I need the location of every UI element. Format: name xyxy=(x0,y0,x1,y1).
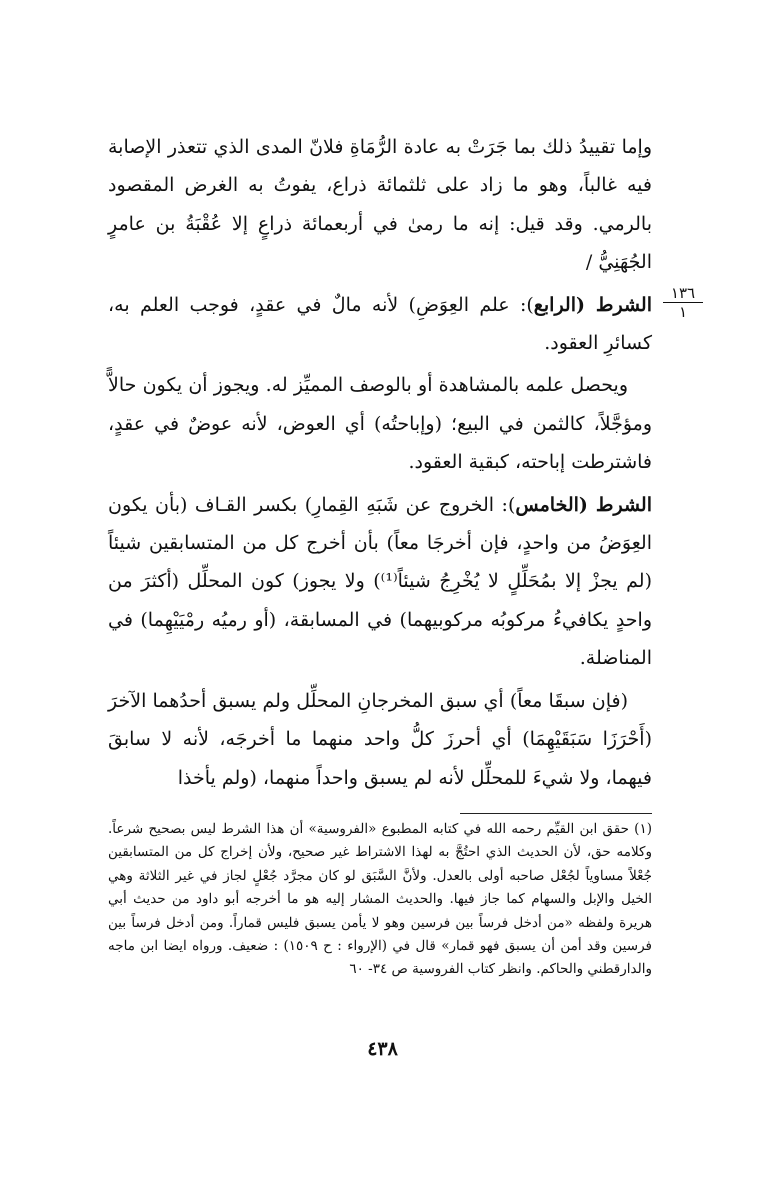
footnote-1: (١) حقق ابن القيِّم رحمه الله في كتابه المطبوع «الفروسية» أن هذا الشرط ليس بصحيح شرعاً. وكلامه حق، لأن الحديث الذي احتُجَّ به لهذا الاشتراط غير صحيح، ولأن إخراج كل من المتسابقين جُعْلاً مساوياً لجُعْل صاحبه أولى بالعدل. ولأنَّ السَّبَق لو كان مجرَّد جُعْلٍ لجاز في غير الثلاثة وهي الخيل والإبل والسهام كما جاز فيها. والحديث المشار إليه هو ما أخرجه أبو داود من حديث أبي هريرة ولفظه «من أدخل فرساً بين فرسين وهو لا يأمن يسبق فليس قماراً. ومن أدخل فرساً بين فرسين وقد أمن أن يسبق فهو قمار» قال في (الإرواء : ح ١٥٠٩) : ضعيف. ورواه ايضا ابن ماجه والدارقطني والحاكم. وانظر كتاب الفروسية ص ٣٤- ٦٠ xyxy=(108,821,652,978)
paragraph-3: ويحصل علمه بالمشاهدة أو بالوصف المميِّز له. ويجوز أن يكون حالاًّ ومؤجَّلاً، كالثمن في البيع؛ (وإباحتُه) أي العوض، لأنه عوضٌ في عقدٍ، فاشترطت إباحته، كبقية العقود. xyxy=(108,374,652,474)
main-text-body xyxy=(108,128,652,797)
folio-side: ١ xyxy=(678,303,688,321)
paragraph-4 xyxy=(108,486,652,678)
paragraph-5: (فإن سبقَا معاً) أي سبق المخرجانِ المحلِّل ولم يسبق أحدُهما الآخرَ (أَحْرَزَا سَبَقَيْهِمَا) أي أحرزَ كلُّ واحد منهما ما أخرجَه، لأنه لا سابقَ فيهما، ولا شيءَ للمحلِّل لأنه لم يسبق واحداً منهما، (ولم يأخذا xyxy=(108,689,652,789)
paragraph-2 xyxy=(108,286,652,363)
footnote-divider xyxy=(460,813,652,814)
paragraph-4-text: ): الخروج عن شَبَهِ القِمارِ) بكسر القـاف (بأن يكون العِوَضُ من واحدٍ، فإن أخرجَا معاً) بأن أخرج كل من المتسابقين شيئاً (لم يجزْ إلا بمُحَلِّلٍ لا يُخْرِجُ شيئاً⁽¹⁾) ولا يجوز) كون المحلِّل (أكثرَ من واحدٍ يكافيءُ مركوبُه مركوبيهما) في المسابقة، (أو رميُه رمْيَيْهِما) في المناضلة. xyxy=(108,493,652,670)
folio-number: ١٣٦ xyxy=(663,286,703,303)
paragraph-1: وإما تقييدُ ذلك بما جَرَتْ به عادة الرُّمَاةِ فلانّ المدى الذي تتعذر الإصابة فيه غالباً، وهو ما زاد على ثلثمائة ذراع، يفوتُ به الغرض المقصود بالرمي. وقد قيل: إنه ما رمىٰ في أربعمائة ذراعٍ إلا عُقْبَةُ بن عامرٍ الجُهَنِيُّ / xyxy=(108,136,652,274)
footnotes-section xyxy=(108,818,652,982)
condition-label-fifth: الشرط (الخامس xyxy=(515,493,652,516)
manuscript-folio-reference xyxy=(663,286,703,320)
page-number: ٤٣٨ xyxy=(367,1038,398,1060)
condition-label-fourth: الشرط (الرابع xyxy=(533,293,652,316)
paragraph-2-text: ): علم العِوَضِ) لأنه مالٌ في عقدٍ، فوجب العلم به، كسائرِ العقود. xyxy=(108,293,652,355)
